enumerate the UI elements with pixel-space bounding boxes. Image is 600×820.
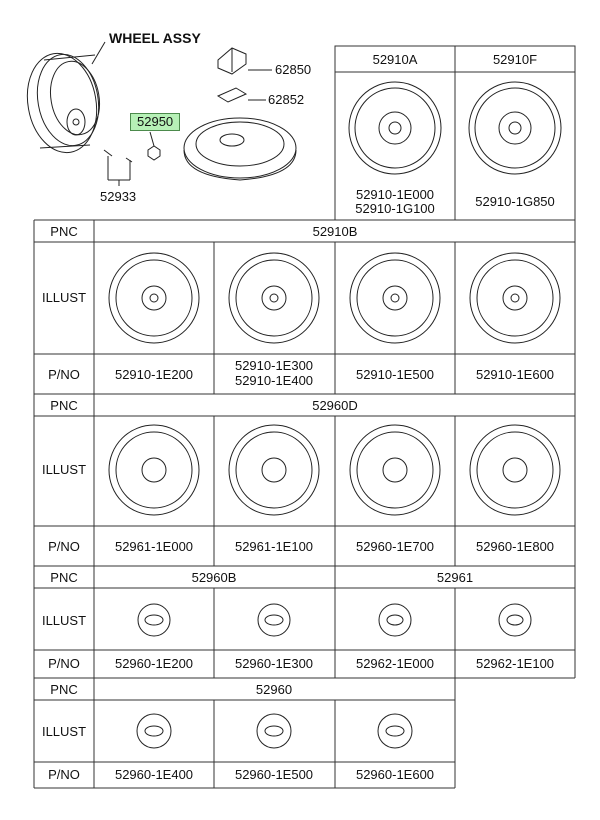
pno-52961-1E000: 52961-1E000 [114,539,194,554]
cover-1E100-icon [229,425,319,515]
pnc-52961: 52961 [436,570,474,585]
callout-52933: 52933 [100,189,137,204]
pnc-52910B: 52910B [312,224,358,239]
row-label-illust: ILLUST [41,462,87,477]
wheel-1E800-icon [470,425,560,515]
row-label-pnc: PNC [50,570,78,585]
wheel-52910F-icon [469,82,561,174]
pno-52960-1E700: 52960-1E700 [355,539,435,554]
pnc-52910F: 52910F [492,52,538,67]
cap-1E600-icon [378,714,412,748]
pnc-52910A: 52910A [372,52,418,67]
callout-62852: 62852 [268,92,305,107]
cap-1E100-icon [499,604,531,636]
row-label-pno: P/NO [48,767,80,782]
pno-52910-1G100: 52910-1G100 [355,201,435,216]
row-label-illust: ILLUST [41,724,87,739]
pno-52960-1E400: 52960-1E400 [114,767,194,782]
assembly-title: WHEEL ASSY [109,30,201,46]
pnc-52960B: 52960B [191,570,237,585]
row-label-pnc: PNC [50,682,78,697]
wheel-1E200-icon [109,253,199,343]
pno-52910-1E000: 52910-1E000 [355,187,435,202]
row-label-pno: P/NO [48,539,80,554]
pno-52910-1E200: 52910-1E200 [114,367,194,382]
cap-1E500-icon [257,714,291,748]
callout-62850: 62850 [275,62,312,77]
row-label-illust: ILLUST [41,613,87,628]
pno-52910-1E600: 52910-1E600 [475,367,555,382]
pno-52910-1E300: 52910-1E300 [234,358,314,373]
pno-52960-1E500: 52960-1E500 [234,767,314,782]
cap-1E300-icon [258,604,290,636]
cap-1E000-icon [379,604,411,636]
wheel-1E700-icon [350,425,440,515]
pno-52960-1E300: 52960-1E300 [234,656,314,671]
pno-52910-1G850: 52910-1G850 [475,194,555,209]
pno-52961-1E100: 52961-1E100 [234,539,314,554]
table-grid [34,46,575,788]
pno-52910-1E500: 52910-1E500 [355,367,435,382]
wheel-1E500-icon [350,253,440,343]
callout-52950-highlighted[interactable]: 52950 [130,113,180,131]
wheel-1E300-icon [229,253,319,343]
cap-1E400-icon [137,714,171,748]
pno-52962-1E000: 52962-1E000 [355,656,435,671]
wheel-52910A-icon [349,82,441,174]
row-label-pnc: PNC [50,398,78,413]
row-label-illust: ILLUST [41,290,87,305]
cap-1E200-icon [138,604,170,636]
pno-52910-1E400: 52910-1E400 [234,373,314,388]
cover-1E000-icon [109,425,199,515]
pno-52960-1E800: 52960-1E800 [475,539,555,554]
row-label-pno: P/NO [48,367,80,382]
pnc-52960D: 52960D [312,398,358,413]
pno-52962-1E100: 52962-1E100 [475,656,555,671]
row-label-pnc: PNC [50,224,78,239]
wheel-1E600-icon [470,253,560,343]
pno-52960-1E600: 52960-1E600 [355,767,435,782]
row-label-pno: P/NO [48,656,80,671]
pno-52960-1E200: 52960-1E200 [114,656,194,671]
pnc-52960: 52960 [255,682,293,697]
